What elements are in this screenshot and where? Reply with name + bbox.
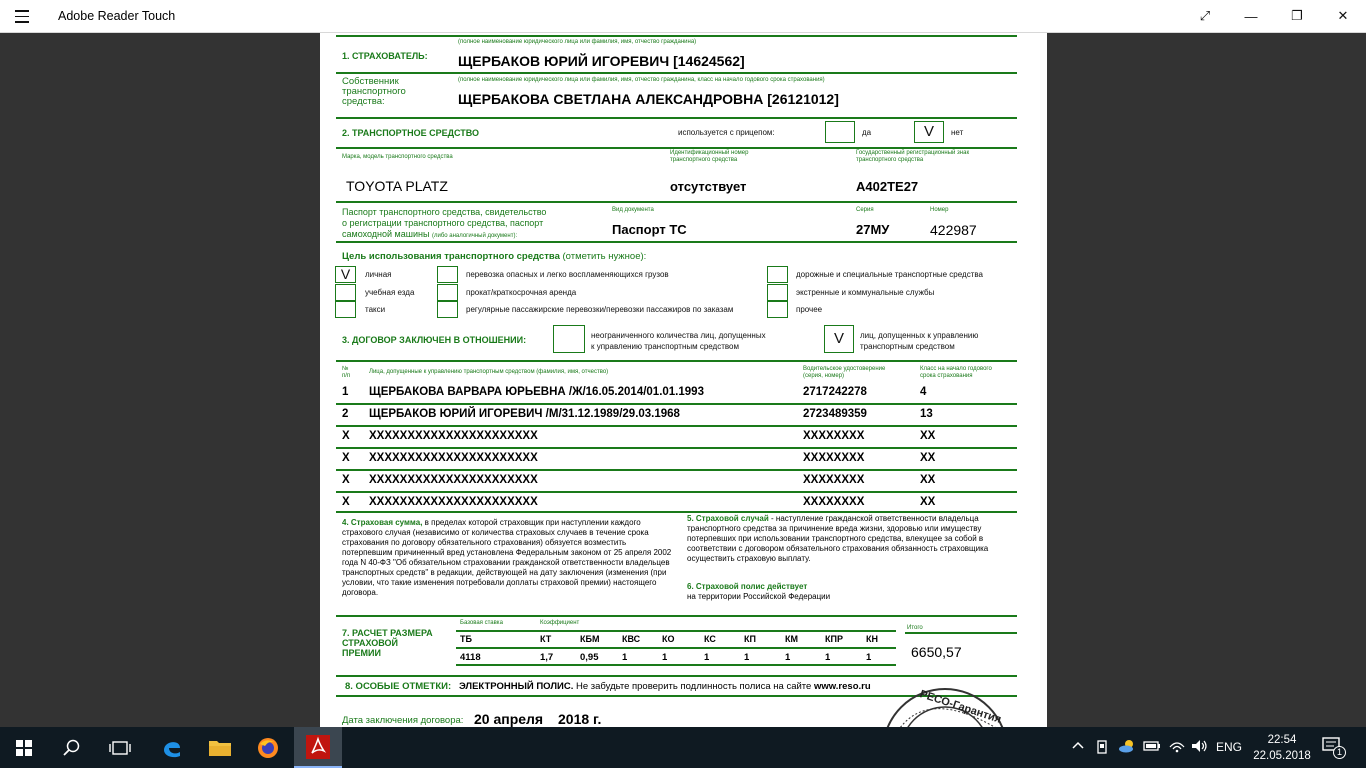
purpose-personal-checkbox[interactable]: V: [335, 266, 356, 283]
close-button[interactable]: ✕: [1337, 8, 1349, 23]
premium-header: 7. РАСЧЕТ РАЗМЕРА СТРАХОВОЙ ПРЕМИИ: [342, 628, 433, 658]
purpose-col3-1: экстренные и коммунальные службы: [796, 288, 935, 297]
hamburger-menu-icon[interactable]: [15, 10, 29, 27]
folder-icon: [208, 738, 232, 758]
driver-license: XXXXXXXX: [803, 474, 865, 486]
driver-num: 1: [342, 386, 349, 398]
policy-territory-text: 6. Страховой полис действует на территории Российской Федерации: [687, 582, 831, 601]
adobe-reader-button[interactable]: [294, 727, 342, 768]
purpose-col1-1: учебная езда: [365, 288, 415, 297]
coef-header-2: КБМ: [580, 634, 600, 644]
coef-header-8: КПР: [825, 634, 843, 644]
vin-label: Идентификационный номер транспортного средства: [670, 150, 749, 163]
purpose-col2-1: прокат/краткосрочная аренда: [466, 288, 577, 297]
driver-class: XX: [920, 474, 936, 486]
driver-num: 2: [342, 408, 349, 420]
contract-limited-label: лиц, допущенных к управлению транспортным средством: [860, 331, 979, 351]
driver-class: 4: [920, 386, 927, 398]
trailer-no-label: нет: [951, 128, 964, 137]
purpose-col2-0-checkbox[interactable]: [437, 266, 458, 283]
usb-icon[interactable]: [1095, 739, 1109, 758]
start-button[interactable]: [0, 727, 48, 768]
coef-header-1: КТ: [540, 634, 552, 644]
driver-license: XXXXXXXX: [803, 430, 865, 442]
contract-date-year: 2018 г.: [558, 711, 602, 727]
doc-number: 422987: [930, 222, 977, 238]
file-explorer-button[interactable]: [196, 727, 244, 768]
purpose-col1-2: такси: [365, 305, 386, 314]
driver-num: X: [342, 430, 350, 442]
driver-class: XX: [920, 430, 936, 442]
coef-header-7: КМ: [785, 634, 798, 644]
purpose-col3-0-checkbox[interactable]: [767, 266, 788, 283]
contract-limited-checkbox[interactable]: V: [824, 325, 854, 353]
coef-value-1: 1,7: [540, 652, 554, 663]
purpose-col3-2: прочее: [796, 305, 823, 314]
contract-date-label: Дата заключения договора:: [342, 715, 464, 726]
clock-time: 22:54: [1267, 734, 1297, 746]
language-indicator[interactable]: ENG: [1216, 740, 1243, 754]
owner-hint: (полное наименование юридического лица или фамилия, имя, отчество гражданина, класс на начало годового срока страхования): [458, 77, 825, 83]
contract-unlimited-checkbox[interactable]: [553, 325, 585, 353]
trailer-yes-checkbox[interactable]: [825, 121, 855, 143]
coef-header-9: КН: [866, 634, 878, 644]
edge-icon: [161, 737, 183, 759]
coef-header-6: КП: [744, 634, 756, 644]
coef-value-5: 1: [704, 652, 710, 663]
firefox-button[interactable]: [244, 727, 292, 768]
owner-label: Собственник транспортного средства:: [342, 76, 406, 107]
clock-date: 22.05.2018: [1253, 750, 1311, 762]
contract-date-day: 20 апреля: [474, 711, 544, 727]
document-viewer[interactable]: [0, 33, 1366, 727]
doc-type: Паспорт ТС: [612, 222, 687, 237]
total-label: Итого: [907, 625, 923, 631]
driver-name: ЩЕРБАКОВА ВАРВАРА ЮРЬЕВНА /Ж/16.05.2014/01.01.1993: [369, 386, 704, 398]
windows-icon: [16, 740, 32, 756]
coef-value-9: 1: [866, 652, 872, 663]
search-button[interactable]: [48, 727, 96, 768]
battery-icon[interactable]: [1143, 740, 1161, 755]
drivers-h-license: Водительское удостоверение (серия, номер): [803, 366, 886, 379]
coef-value-8: 1: [825, 652, 831, 663]
coef-header-4: КО: [662, 634, 675, 644]
purpose-header: Цель использования транспортного средства (отметить нужное):: [342, 251, 647, 262]
minimize-button[interactable]: —: [1244, 8, 1258, 24]
trailer-label: используется с прицепом:: [678, 128, 775, 137]
coef-value-7: 1: [785, 652, 791, 663]
owner-name: ЩЕРБАКОВА СВЕТЛАНА АЛЕКСАНДРОВНА [26121012]: [458, 91, 839, 107]
driver-license: XXXXXXXX: [803, 496, 865, 508]
special-notes: 8. ОСОБЫЕ ОТМЕТКИ: ЭЛЕКТРОННЫЙ ПОЛИС. Не забудьте проверить подлинность полиса на сайте www.reso.ru: [345, 681, 871, 692]
series-label: Серия: [856, 207, 874, 213]
edge-button[interactable]: [148, 727, 196, 768]
coef-value-3: 1: [622, 652, 628, 663]
driver-num: X: [342, 496, 350, 508]
drivers-h-num: № п/п: [342, 366, 351, 379]
coef-value-6: 1: [744, 652, 750, 663]
driver-num: X: [342, 474, 350, 486]
clock[interactable]: [1252, 732, 1312, 764]
trailer-yes-label: да: [862, 128, 872, 137]
insurance-sum-text: 4. Страховая сумма, в пределах которой страховщик при наступлении каждого страхового случая (независимо от количества страховых случаев в течение срока страхования по договору обязательного страхования) обязуется возместить потерпевшим причиненный вред установлена Федеральным законом от 25 апреля 2002 года N 40-ФЗ "Об обязательном страховании гражданской ответственности владельцев транспортных средств" в редакции, действующей на дату заключения (изменения (при условии, что такие изменения потребовали доплаты страховой премии) настоящего договора.: [342, 518, 672, 597]
wifi-icon[interactable]: [1168, 739, 1186, 756]
coef-value-0: 4118: [460, 652, 481, 663]
weather-icon[interactable]: [1118, 739, 1136, 756]
driver-name: XXXXXXXXXXXXXXXXXXXXXX: [369, 496, 538, 508]
coef-header-5: КС: [704, 634, 716, 644]
search-icon: [63, 739, 81, 757]
number-label: Номер: [930, 207, 949, 213]
coef-label: Коэффициент: [540, 620, 580, 626]
taskbar: [0, 727, 1366, 768]
notification-count: 1: [1333, 746, 1346, 759]
restore-button[interactable]: ❐: [1291, 8, 1303, 23]
insurer-name: ЩЕРБАКОВ ЮРИЙ ИГОРЕВИЧ [14624562]: [458, 53, 745, 69]
vehicle-vin: отсутствует: [670, 179, 747, 194]
doc-series: 27МУ: [856, 222, 890, 237]
purpose-col2-2-checkbox[interactable]: [437, 301, 458, 318]
purpose-training-checkbox[interactable]: [335, 284, 356, 301]
firefox-icon: [256, 736, 280, 760]
driver-name: XXXXXXXXXXXXXXXXXXXXXX: [369, 430, 538, 442]
show-hidden-icons[interactable]: [1071, 738, 1085, 755]
volume-icon[interactable]: [1191, 739, 1209, 756]
coef-header-0: ТБ: [460, 634, 472, 644]
driver-name: XXXXXXXXXXXXXXXXXXXXXX: [369, 452, 538, 464]
vehicle-reg: А402ТЕ27: [856, 179, 919, 194]
driver-license: XXXXXXXX: [803, 452, 865, 464]
vehicle-header: 2. ТРАНСПОРТНОЕ СРЕДСТВО: [342, 128, 480, 138]
coef-header-3: КВС: [622, 634, 641, 644]
coef-value-4: 1: [662, 652, 668, 663]
driver-num: X: [342, 452, 350, 464]
purpose-taxi-checkbox[interactable]: [335, 301, 356, 318]
insurer-hint: (полное наименование юридического лица или фамилия, имя, отчество гражданина): [458, 39, 697, 45]
purpose-col3-2-checkbox[interactable]: [767, 301, 788, 318]
driver-class: XX: [920, 452, 936, 464]
driver-license: 2723489359: [803, 408, 867, 420]
adobe-reader-icon: [306, 735, 330, 759]
driver-class: 13: [920, 408, 933, 420]
insurer-header: 1. СТРАХОВАТЕЛЬ:: [342, 51, 428, 61]
purpose-col3-0: дорожные и специальные транспортные средства: [796, 270, 983, 279]
notification-center-button[interactable]: [1322, 737, 1344, 762]
task-view-button[interactable]: [96, 727, 144, 768]
coef-value-2: 0,95: [580, 652, 599, 663]
reg-label: Государственный регистрационный знак транспортного средства: [856, 150, 970, 163]
pdf-page: [320, 33, 1047, 727]
make-label: Марка, модель транспортного средства: [342, 154, 453, 160]
driver-name: ЩЕРБАКОВ ЮРИЙ ИГОРЕВИЧ /М/31.12.1989/29.03.1968: [369, 408, 680, 420]
contract-header: 3. ДОГОВОР ЗАКЛЮЧЕН В ОТНОШЕНИИ:: [342, 335, 527, 345]
premium-total: 6650,57: [911, 644, 962, 660]
purpose-col1-0: личная: [365, 270, 392, 279]
driver-license: 2717242278: [803, 386, 867, 398]
purpose-col3-1-checkbox[interactable]: [767, 284, 788, 301]
purpose-col2-1-checkbox[interactable]: [437, 284, 458, 301]
task-view-icon: [109, 740, 131, 756]
base-rate-label: Базовая ставка: [460, 620, 503, 626]
drivers-h-class: Класс на начало годового срока страхования: [920, 366, 992, 379]
drivers-h-name: Лица, допущенные к управлению транспортным средством (фамилия, имя, отчество): [369, 369, 609, 375]
purpose-col2-0: перевозка опасных и легко воспламеняющихся грузов: [466, 270, 669, 279]
fullscreen-button[interactable]: ⤢: [1199, 8, 1211, 23]
company-stamp: РЕСО-Гарантия: [880, 681, 1010, 727]
vehicle-make: TOYOTA PLATZ: [346, 178, 448, 194]
title-bar: [0, 0, 1366, 33]
trailer-no-checkbox[interactable]: V: [914, 121, 944, 143]
insured-event-text: 5. Страховой случай - наступление гражданской ответственности владельца транспортного средства за причинение вреда жизни, здоровью или имуществу потерпевших при использовании транспортного средства, влекущее за собой в соответствии с договором обязательного страхования обязанность страховщика осуществить страховую выплату.: [687, 514, 989, 563]
doc-type-label: Вид документа: [612, 207, 654, 213]
purpose-col2-2: регулярные пассажирские перевозки/перевозки пассажиров по заказам: [466, 305, 734, 314]
driver-class: XX: [920, 496, 936, 508]
app-title: Adobe Reader Touch: [58, 9, 176, 23]
driver-name: XXXXXXXXXXXXXXXXXXXXXX: [369, 474, 538, 486]
contract-unlimited-label: неограниченного количества лиц, допущенных к управлению транспортным средством: [591, 331, 766, 351]
passport-label: Паспорт транспортного средства, свидетельство о регистрации транспортного средства, паспорт самоходной машины (либо аналогичный документ):: [342, 207, 547, 239]
